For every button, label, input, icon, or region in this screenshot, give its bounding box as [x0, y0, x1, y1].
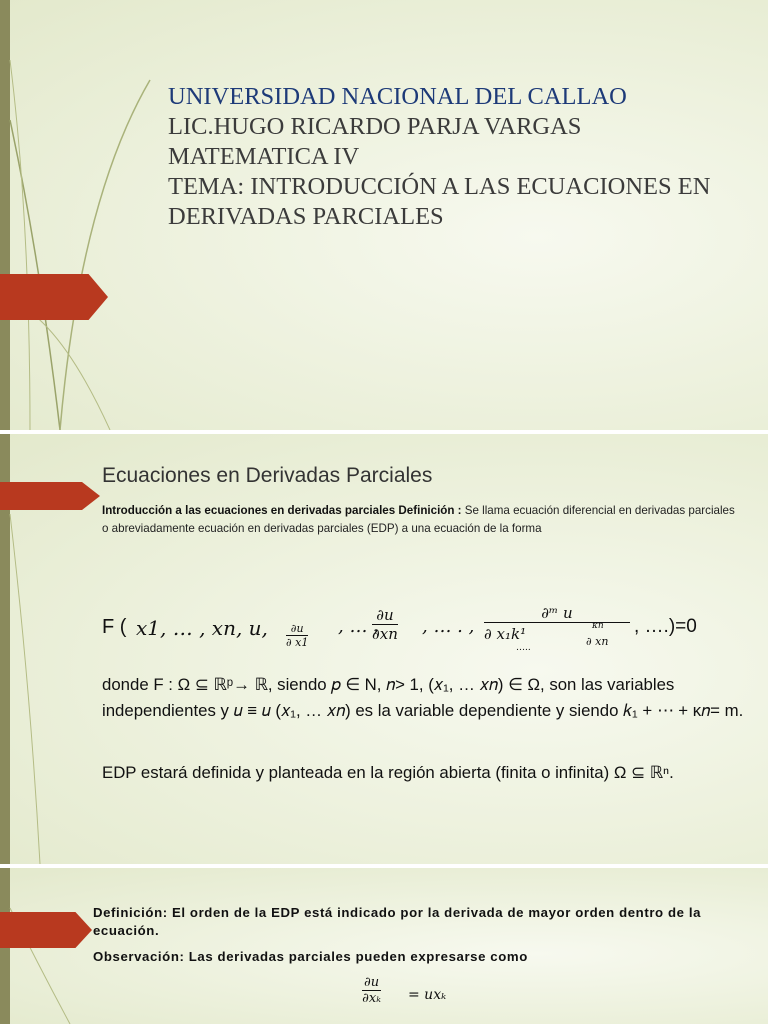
fraction-2-den: ∂xn — [372, 625, 398, 643]
fraction-3-den-sup: κn — [592, 621, 604, 631]
course-name: MATEMATICA IV — [168, 143, 360, 170]
observation: Observación: Las derivadas parciales pueden expresarse como — [93, 949, 528, 964]
fraction-3-den-right: ∂ xn — [586, 635, 609, 648]
accent-tab — [0, 482, 100, 510]
author-name: LIC.HUGO RICARDO PARJA VARGAS — [168, 113, 582, 140]
university-name: UNIVERSIDAD NACIONAL DEL CALLAO — [168, 83, 627, 110]
order-slide — [0, 868, 768, 1024]
topic-line-1: TEMA: INTRODUCCIÓN A LAS ECUACIONES EN — [168, 173, 711, 200]
decorative-lines — [0, 0, 160, 430]
variables-paragraph: donde F : Ω ⊆ ℝᵖ→ ℝ, siendo 𝑝 ∈ N, 𝑛> 1, (𝑥₁, … 𝑥𝑛) ∈ Ω, son las variables independientes y 𝑢 ≡ 𝑢 (𝑥₁, … 𝑥𝑛) es la variable dependiente y siendo 𝑘₁ + ⋯ + κ𝑛= m. — [102, 675, 744, 720]
slide-heading: Ecuaciones en Derivadas Parciales — [102, 464, 433, 487]
formula-sep-2: , … . , — [422, 616, 475, 637]
fraction-1 — [286, 622, 308, 649]
formula-lead: F ( — [102, 616, 127, 638]
title-block — [168, 82, 748, 232]
title-slide — [0, 0, 768, 430]
region-paragraph: EDP estará definida y planteada en la región abierta (finita o infinita) Ω ⊆ ℝⁿ. — [102, 763, 674, 782]
fraction-1-num: ∂u — [286, 622, 308, 636]
order-definition: Definición: El orden de la EDP está indicado por la derivada de mayor orden dentro de la ecuación. — [93, 905, 702, 938]
fraction-3-den-dots: ….. — [516, 643, 531, 653]
definition-body: Se llama ecuación diferencial en derivadas parciales o abreviadamente ecuación en derivadas parciales (EDP) a una ecuación de la forma — [102, 504, 735, 535]
notation-rhs: = uxₖ — [408, 987, 447, 1003]
fraction-3-num: ∂ᵐ u — [484, 604, 630, 623]
fraction-3-den — [484, 623, 630, 653]
notation-num: ∂u — [364, 975, 380, 990]
fraction-2 — [372, 606, 398, 643]
formula-tail: , ….)=0 — [634, 616, 697, 637]
accent-tab — [0, 912, 92, 948]
edp-formula — [102, 600, 752, 660]
definition-text — [102, 502, 742, 538]
definition-label: Introducción a las ecuaciones en derivadas parciales Definición : — [102, 504, 462, 517]
formula-args: x1, … , xn, u, — [136, 616, 268, 640]
fraction-2-num: ∂u — [372, 606, 398, 625]
fraction-1-den: ∂ x1 — [286, 636, 309, 649]
notation-fraction — [362, 975, 381, 1006]
formula-sep-1: , … , — [338, 616, 379, 637]
notation-den: ∂xₖ — [362, 991, 381, 1006]
topic-line-2: DERIVADAS PARCIALES — [168, 203, 444, 230]
fraction-3 — [484, 604, 630, 653]
accent-tab — [0, 274, 108, 320]
fraction-3-den-left: ∂ x₁k¹ — [484, 625, 527, 643]
